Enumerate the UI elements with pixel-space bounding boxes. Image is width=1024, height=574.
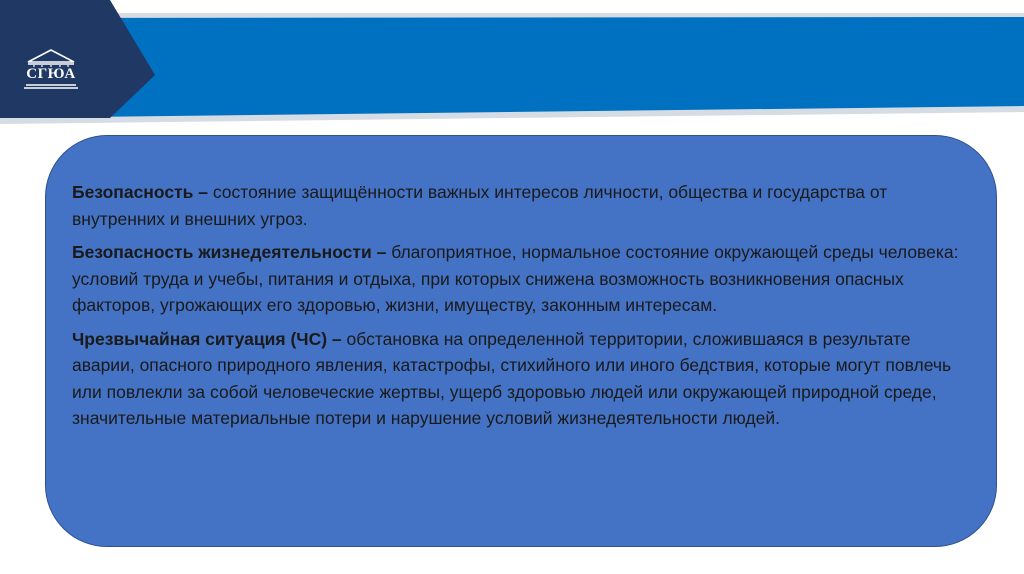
definitions-text [72, 179, 977, 439]
header-banner [0, 0, 1024, 130]
definition-text: благоприятное, нормальное состояние окружающей среды человека: условий труда и учебы, питания и отдыха, при которых снижена возможность возникновения опасных факторов, угрожающих его здоровью, жизни, имуществу, законным интересам. [72, 242, 959, 315]
definition-term: Чрезвычайная ситуация (ЧС) – [72, 328, 342, 349]
logo-text: СГЮА [26, 66, 76, 82]
definition-life-safety [72, 239, 977, 319]
definition-term: Безопасность жизнедеятельности – [72, 242, 387, 262]
definition-term: Безопасность – [72, 182, 208, 202]
definition-text: состояние защищённости важных интересов личности, общества и государства от внутренних и внешних угроз. [72, 182, 888, 229]
definition-emergency [72, 326, 977, 432]
banner-stripe [0, 17, 1024, 118]
definition-safety [72, 179, 977, 232]
definition-text: обстановка на определенной территории, сложившаяся в результате аварии, опасного природного явления, катастрофы, стихийного или иного бедствия, которые могут повлечь или повлекли за собой человеческие жертвы, ущерб здоровью людей или окружающей природной среде, значительные материальные потери и нарушение условий жизнедеятельности людей. [72, 328, 952, 428]
